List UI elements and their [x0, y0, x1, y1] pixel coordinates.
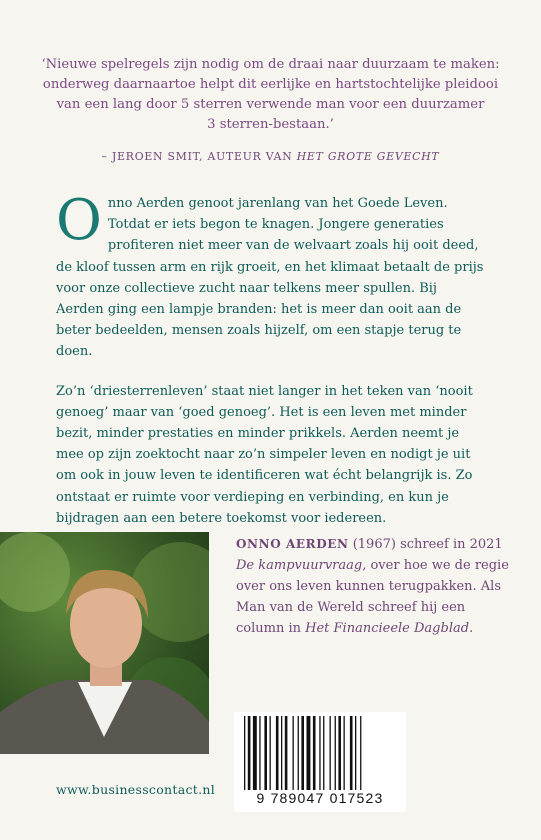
- attribution-book-title: HET GROTE GEVECHT: [296, 150, 440, 163]
- bio-text: (1967) schreef in 2021: [348, 537, 503, 552]
- quote-line: 3 sterren-bestaan.’: [207, 117, 334, 132]
- blurb-paragraph-1: [56, 188, 488, 363]
- quote-line: ‘Nieuwe spelregels zijn nodig om de draai naar duurzaam te maken:: [41, 57, 500, 72]
- blurb-paragraph-2: Zo’n ‘driesterrenleven’ staat niet langer in het teken van ‘nooit genoeg’ maar van ‘goed genoeg’. Het is een leven met minder bezit, minder prestaties en minder prikkels. Aerden neemt je mee op zijn zoektocht naar zo’n simpeler leven en nodigt je uit om ook in jouw leven te identificeren wat écht belangrijk is. Zo ontstaat er ruimte voor verdieping en verbinding, en kun je bijdragen aan een betere toekomst voor iedereen.: [56, 383, 473, 526]
- bio-text: , over hoe we de regie over ons leven kunnen terugpakken. Als Man van de Wereld schreef hij een column in: [236, 558, 509, 636]
- attribution-author: – JEROEN SMIT, AUTEUR VAN: [101, 150, 297, 163]
- author-portrait-illustration: [0, 532, 209, 754]
- back-cover-quote: [40, 55, 501, 167]
- publisher-url: www.businesscontact.nl: [56, 782, 216, 797]
- blurb: [56, 188, 488, 547]
- bio-book-title: De kampvuurvraag: [236, 558, 363, 573]
- quote-line: van een lang door 5 sterren verwende man voor een duurzamer: [56, 97, 485, 112]
- bio-newspaper-title: Het Financieele Dagblad: [305, 621, 470, 636]
- author-name: ONNO AERDEN: [236, 537, 349, 551]
- author-photo: [0, 532, 209, 754]
- blurb-paragraph-1-text: nno Aerden genoot jarenlang van het Goede Leven. Totdat er iets begon te knagen. Jongere generaties profiteren niet meer van de welvaart zoals hij ooit deed, de kloof tussen arm en rijk groeit, en het klimaat betaalt de prijs voor onze collectieve zucht naar telkens meer spullen. Bij Aerden ging een lampje branden: het is meer dan ooit aan de beter bedeelden, mensen zoals hijzelf, om een stapje terug te doen.: [56, 196, 484, 360]
- isbn-number: 9 789047 017523: [256, 790, 384, 806]
- bio-text: .: [469, 621, 474, 636]
- quote-attribution: [40, 147, 501, 167]
- drop-cap: O: [56, 188, 102, 253]
- isbn-barcode: [234, 712, 406, 812]
- author-bio: [236, 534, 516, 639]
- barcode-bars: [242, 716, 398, 790]
- quote-line: onderweg daarnaartoe helpt dit eerlijke en hartstochtelijke pleidooi: [42, 77, 499, 92]
